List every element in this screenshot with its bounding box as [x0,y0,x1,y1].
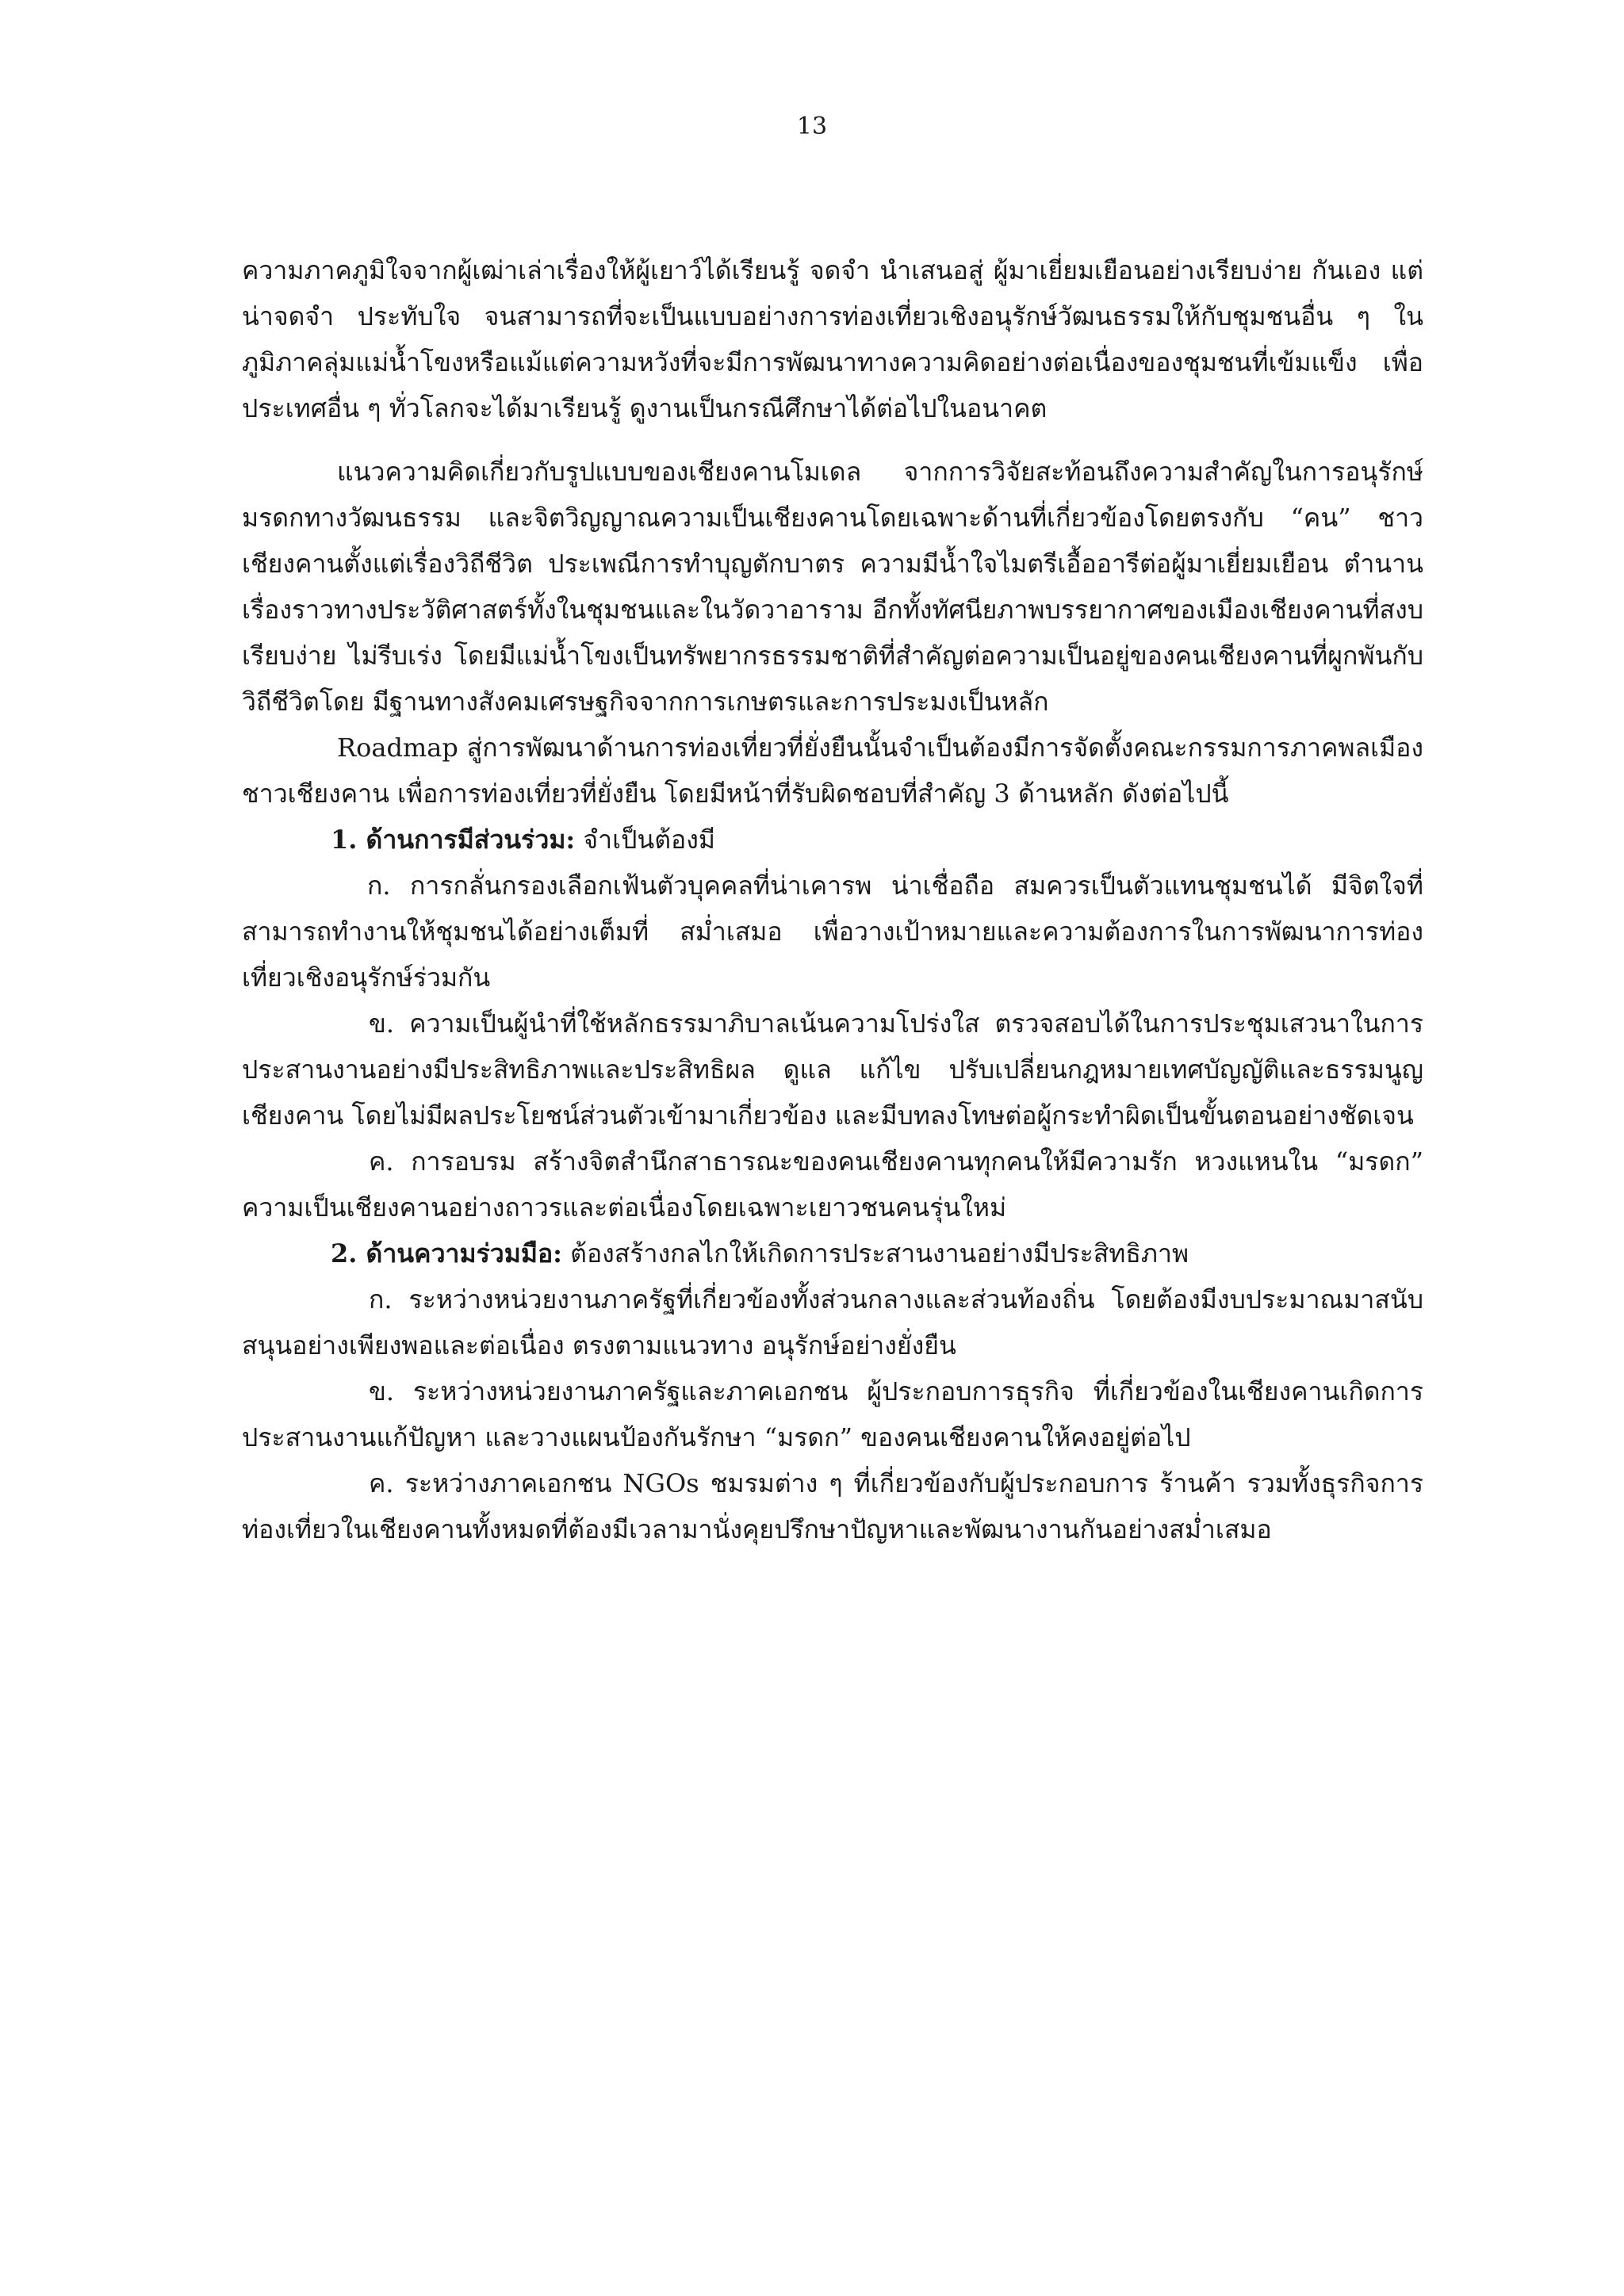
list-item: ก. ระหว่างหน่วยงานภาครัฐที่เกี่ยวข้องทั้งส่วนกลางและส่วนท้องถิ่น โดยต้องมีงบประมาณมาสนับสนุนอย่างเพียงพอและต่อเนื่อง ตรงตามแนวทาง อนุรักษ์อย่างยั่งยืน [242,1284,1423,1360]
list-item: ค. ระหว่างภาคเอกชน NGOs ชมรมต่าง ๆ ที่เกี่ยวข้องกับผู้ประกอบการ ร้านค้า รวมทั้งธุรกิจการท่องเที่ยวในเชียงคานทั้งหมดที่ต้องมีเวลามานั่งคุยปรึกษาปัญหาและพัฒนางานกันอย่างสม่ำเสมอ [242,1468,1423,1544]
paragraph-chiang-khan-model: แนวความคิดเกี่ยวกับรูปแบบของเชียงคานโมเดล จากการวิจัยสะท้อนถึงความสำคัญในการอนุรักษ์มรดกทางวัฒนธรรม และจิตวิญญาณความเป็นเชียงคานโดยเฉพาะด้านที่เกี่ยวข้องโดยตรงกับ “คน” ชาวเชียงคานตั้งแต่เรื่องวิถีชีวิต ประเพณีการทำบุญตักบาตร ความมีน้ำใจไมตรีเอื้ออารีต่อผู้มาเยี่ยมเยือน ตำนานเรื่องราวทางประวัติศาสตร์ทั้งในชุมชนและในวัดวาอาราม อีกทั้งทัศนียภาพบรรยากาศของเมืองเชียงคานที่สงบ เรียบง่าย ไม่รีบเร่ง โดยมีแม่น้ำโขงเป็นทรัพยากรธรรมชาติที่สำคัญต่อความเป็นอยู่ของคนเชียงคานที่ผูกพันกับวิถีชีวิตโดย มีฐานทางสังคมเศรษฐกิจจากการเกษตรและการประมงเป็นหลัก [242,457,1423,717]
paragraph-intro: ความภาคภูมิใจจากผู้เฒ่าเล่าเรื่องให้ผู้เยาว์ได้เรียนรู้ จดจำ นำเสนอสู่ ผู้มาเยี่ยมเยือนอย่างเรียบง่าย กันเอง แต่น่าจดจำ ประทับใจ จนสามารถที่จะเป็นแบบอย่างการท่องเที่ยวเชิงอนุรักษ์วัฒนธรรมให้กับชุมชนอื่น ๆ ในภูมิภาคลุ่มแม่น้ำโขงหรือแม้แต่ความหวังที่จะมีการพัฒนาทางความคิดอย่างต่อเนื่องของชุมชนที่เข้มแข็ง เพื่อประเทศอื่น ๆ ทั่วโลกจะได้มาเรียนรู้ ดูงานเป็นกรณีศึกษาได้ต่อไปในอนาคต [242,255,1423,423]
section-participation-lead: จำเป็นต้องมี [583,825,715,855]
section-cooperation-title: 2. ด้านความร่วมมือ: [331,1238,562,1269]
list-item: ค. การอบรม สร้างจิตสำนึกสาธารณะของคนเชียงคานทุกคนให้มีความรัก หวงแหนใน “มรดก” ความเป็นเชียงคานอย่างถาวรและต่อเนื่องโดยเฉพาะเยาวชนคนรุ่นใหม่ [242,1146,1423,1223]
section-participation-title: 1. ด้านการมีส่วนร่วม: [331,825,576,855]
list-item: ข. ระหว่างหน่วยงานภาครัฐและภาคเอกชน ผู้ประกอบการธุรกิจ ที่เกี่ยวข้องในเชียงคานเกิดการประสานงานแก้ปัญหา และวางแผนป้องกันรักษา “มรดก” ของคนเชียงคานให้คงอยู่ต่อไป [242,1376,1423,1452]
section-participation-heading [242,817,1423,863]
document-body [242,247,1423,1552]
section-cooperation-heading [242,1230,1423,1276]
list-item: ก. การกลั่นกรองเลือกเฟ้นตัวบุคคลที่น่าเคารพ น่าเชื่อถือ สมควรเป็นตัวแทนชุมชนได้ มีจิตใจที่สามารถทำงานให้ชุมชนได้อย่างเต็มที่ สม่ำเสมอ เพื่อวางเป้าหมายและความต้องการในการพัฒนาการท่องเที่ยวเชิงอนุรักษ์ร่วมกัน [242,871,1423,993]
section-cooperation-lead: ต้องสร้างกลไกให้เกิดการประสานงานอย่างมีประสิทธิภาพ [570,1238,1189,1269]
page-number: 13 [796,113,828,140]
list-item: ข. ความเป็นผู้นำที่ใช้หลักธรรมาภิบาลเน้นความโปร่งใส ตรวจสอบได้ในการประชุมเสวนาในการประสานงานอย่างมีประสิทธิภาพและประสิทธิผล ดูแล แก้ไข ปรับเปลี่ยนกฎหมายเทศบัญญัติและธรรมนูญเชียงคาน โดยไม่มีผลประโยชน์ส่วนตัวเข้ามาเกี่ยวข้อง และมีบทลงโทษต่อผู้กระทำผิดเป็นขั้นตอนอย่างชัดเจน [242,1008,1423,1131]
paragraph-roadmap: Roadmap สู่การพัฒนาด้านการท่องเที่ยวที่ยั่งยืนนั้นจำเป็นต้องมีการจัดตั้งคณะกรรมการภาคพลเมืองชาวเชียงคาน เพื่อการท่องเที่ยวที่ยั่งยืน โดยมีหน้าที่รับผิดชอบที่สำคัญ 3 ด้านหลัก ดังต่อไปนี้ [242,733,1423,809]
